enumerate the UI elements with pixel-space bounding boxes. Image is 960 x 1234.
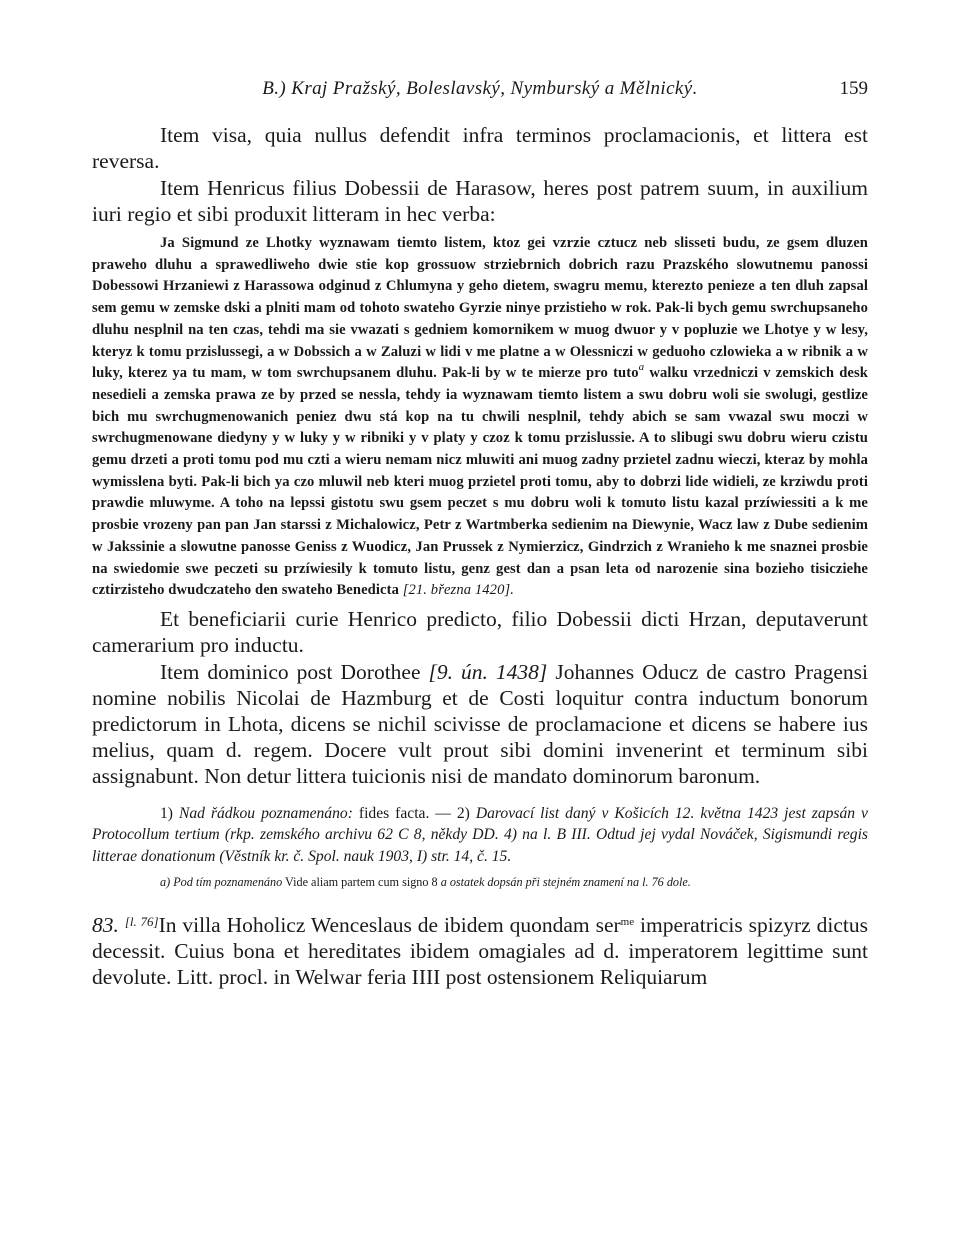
footnote-2-italic: Darovací list daný v Košicích 12. května 1423 jest zapsán v Protocollum tertium (rkp. zemského archivu 62 C 8, někdy DD. 4) na l. B III. Odtud jej vydal Nováček, Sigismundi regis litterae donationum (Věstník kr. č. Spol. nauk 1903, I) str. 14, č. 15. — [92, 804, 868, 865]
paragraph-beneficiarii: Et beneficiarii curie Henrico predicto, filio Dobessii dicti Hrzan, deputaverunt camerarium pro inductu. — [92, 606, 868, 657]
paragraph-visa: Item visa, quia nullus defendit infra terminos proclamacionis, et littera est reversa. — [92, 123, 868, 173]
footnote-1-2 — [92, 803, 868, 868]
entry-superscript: me — [620, 916, 635, 929]
paragraph-dorothee — [92, 659, 868, 789]
footnote-a-text: Vide aliam partem cum signo 8 — [282, 875, 441, 890]
paragraph-dorothee-part-2: Johannes Oducz de castro Pragensi nomine nobilis Nicolai de Hazmburg et de Costi loquitur contra inductum bonorum predictorum in Lhota, dicens se nichil scivisse de proclamacione et dicens se habere ius melius, quam d. regem. Docere vult prout sibi domini invenerint et terminum sibi assignabunt. Non detur littera tuicionis nisi de mandato dominorum baronum. — [92, 659, 869, 788]
charter-text-part-1: Ja Sigmund ze Lhotky wyznawam tiemto listem, ktoz gei vzrzie cztucz neb slisseti budu, ze gsem dluzen praweho dluhu a sprawedliweho dwie stie kop grossuow strziebrnich dobrich razu Prazského slowutnemu panossi Dobessowi Hrzaniewi z Harassowa odginud z Chlumyna y geho dietem, swagru memu, kterezto penieze a ten dluh zapsal sem gemu w zemske dski a plniti mam od tohoto swateho Gyrzie ninye przistieho w rok. Pak-li bych gemu swrchupsaneho dluhu nesplnil na ten czas, tehdi ma sie vwazati s gedniem komornikem w muog dwuor y v popluzie we Lhotye y w lesy, kteryz k tomu przislussegi, a w Dobssich a w Zaluzi w lidi v me platne a w Olessniczi w geduoho czlowieka a w ribnik a w luky, kterez ya tu mam, w tom swrchupsanem dluhu. Pak-li by w te mierze pro tuto — [92, 235, 868, 382]
charter-text — [92, 233, 868, 602]
footnotes — [92, 803, 868, 892]
footnote-a — [92, 873, 868, 891]
entry-text-part-1: In villa Hoholicz Wenceslaus de ibidem quondam ser — [158, 913, 621, 938]
footnote-1-italic: Nad řádkou poznamenáno: — [178, 804, 353, 822]
footnote-a-italic-1: Pod tím poznamenáno — [173, 875, 283, 890]
charter-date-note: [21. března 1420]. — [402, 582, 514, 599]
footnote-1-mark: 1) — [160, 804, 173, 822]
entry-folio-ref: [l. 76] — [124, 914, 159, 930]
charter-text-part-2: walku vrzedniczi v zemskich desk nesedieli a zemska prawa ze by przed se nessla, tehdy ia wyznawam tiemto listem a swu dobru woli sie swolugi, gestlize bich mu swrchugmenowanich peniez dwu stá kop na tu chwili nesplnil, tehdy abich se sam vwazal swu moczi w swrchugmenowane diedyny y w luky y w ribniki y v platy y czoz k tomu przislussie. A to slibugi swu dobru wieru czistu gemu drzeti a proti tomu pod mu czti a wieru nemam nicz mluwiti ani muog zadny przietel zadnu wieczi, kteraz by mohla wymisslena byti. Pak-li bich ya czo mluwil neb kteri muog przietel proti tomu, aby to dobrzi lide widieli, ze krziwdu proti prawdie mluwyme. A toho na lepssi gistotu swu gsem peczet s mu dobru woli k tomuto listu kazal przíwiessiti a k me prosbie vrozeny pan pan Jan starssi z Michalowicz, Petr z Wartmberka sedienim na Diewynie, Wacz law z Dube sedienim w Jakssinie a slowutne panosse Geniss z Wuodicz, Jan Prussek z Nymierzicz, Gindrzich z Wranieho k me snaznei prosbie na swiedomie swe peczeti su przíwiesily k tomuto listu, genz gest dan a psan leta od narozenie sina bozieho tisicziehe cztirzisteho dwudczateho den swateho Benedicta — [92, 365, 868, 599]
footnote-a-italic-2: a ostatek dopsán při stejném znamení na l. 76 dole. — [440, 875, 691, 890]
entry-number: 83. — [92, 913, 119, 938]
paragraph-dorothee-date: [9. ún. 1438] — [428, 659, 548, 684]
paragraph-henricus: Item Henricus filius Dobessii de Harasow, heres post patrem suum, in auxilium iuri regio et sibi produxit litteram in hec verba: — [92, 176, 868, 226]
page-header — [92, 78, 868, 104]
running-title: B.) Kraj Pražský, Boleslavský, Nymburský a Mělnický. — [262, 78, 698, 99]
footnote-a-mark: a) — [160, 875, 171, 890]
page-number: 159 — [839, 78, 868, 99]
paragraph-dorothee-part-1: Item dominico post Dorothee — [160, 659, 429, 684]
footnote-marker-a: a — [638, 361, 645, 374]
page-body — [92, 122, 868, 1012]
entry-83 — [92, 909, 868, 990]
footnote-1-text: fides facta. — — [352, 804, 457, 822]
entry-text-part-2: imperatricis spizyrz dictus decessit. Cuius bona et hereditates ibidem omagiales ad d. imperatorem legittime sunt devolute. Litt. procl. in Welwar feria IIII post ostensionem Reliquiarum — [92, 913, 869, 990]
footnote-2-mark: 2) — [456, 804, 470, 822]
